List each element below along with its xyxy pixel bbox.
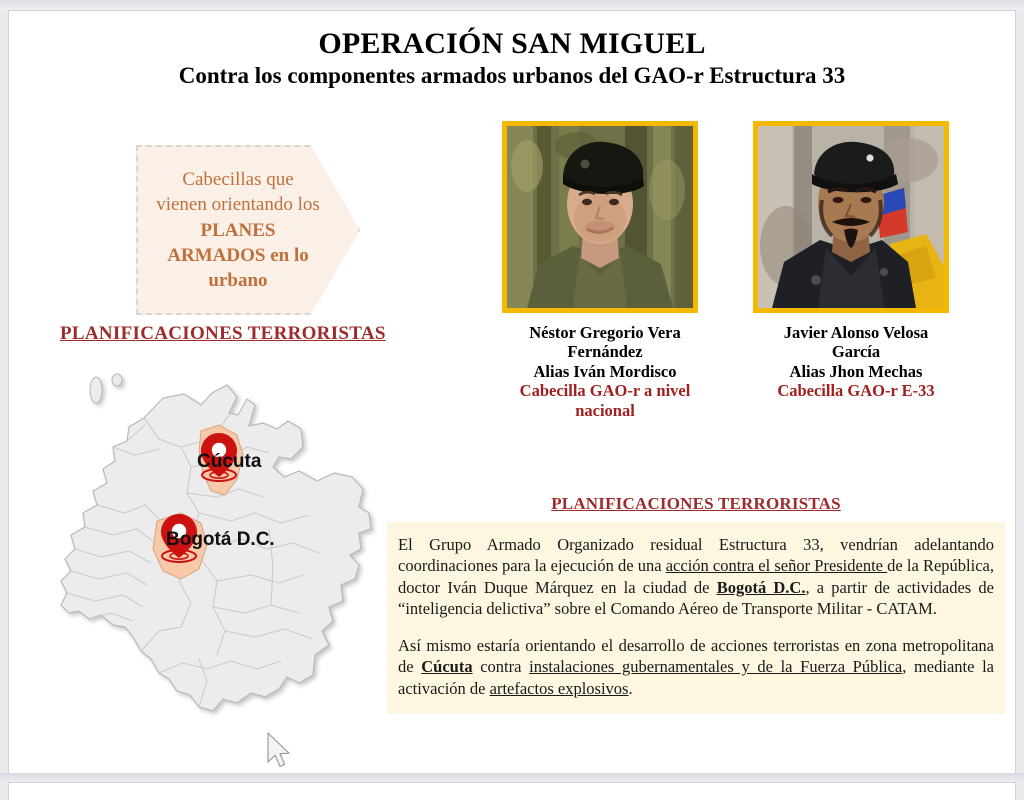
cabecillas-callout bbox=[136, 145, 360, 315]
colombia-map bbox=[41, 363, 386, 745]
slide-separator bbox=[0, 773, 1024, 783]
p2-t3: , mediante la activación de bbox=[398, 657, 995, 698]
page-title: OPERACIÓN SAN MIGUEL bbox=[318, 27, 706, 60]
p2-underline-2: artefactos explosivos bbox=[489, 678, 629, 698]
viewer-top-band bbox=[0, 0, 1024, 11]
profile-2-role: Cabecilla GAO-r E-33 bbox=[777, 381, 935, 401]
slide-next-partial[interactable] bbox=[9, 783, 1015, 800]
colombia-map-svg bbox=[41, 363, 386, 745]
profile-2-name-line1: Javier Alonso Velosa bbox=[783, 323, 929, 342]
p1-bold-bogota: Bogotá D.C. bbox=[716, 577, 806, 597]
p2-bold-cucuta: Cúcuta bbox=[421, 657, 473, 677]
p2-t2: contra bbox=[472, 657, 530, 677]
profile-1-alias: Alias Iván Mordisco bbox=[533, 361, 677, 381]
profile-card-ivan-mordisco bbox=[502, 121, 708, 420]
profile-caption-1 bbox=[502, 323, 708, 420]
profile-card-jhon-mechas bbox=[753, 121, 959, 401]
callout-line-1: Cabecillas que bbox=[182, 169, 294, 190]
p1-t2: de la República, doctor Iván Duque Márquez en la ciudad de bbox=[398, 556, 994, 597]
p1-t3: , a partir de actividades de “inteligencia delictiva” sobre el Comando Aéreo de Transporte Militar - CATAM. bbox=[398, 577, 994, 619]
profile-1-role: Cabecilla GAO-r a nivel nacional bbox=[519, 381, 691, 420]
left-section-heading: PLANIFICACIONES TERRORISTAS bbox=[60, 323, 386, 344]
profile-2-name-line2: García bbox=[831, 342, 881, 362]
map-label-bogota: Bogotá D.C. bbox=[166, 529, 275, 550]
profile-photo-2-image bbox=[758, 126, 944, 308]
slide-operacion-san-miguel[interactable] bbox=[9, 11, 1015, 773]
profile-1-name-line1: Néstor Gregorio Vera bbox=[529, 323, 681, 342]
p2-t4: . bbox=[628, 678, 633, 698]
profile-photo-1[interactable] bbox=[502, 121, 698, 313]
profile-2-alias: Alias Jhon Mechas bbox=[789, 361, 923, 381]
callout-text bbox=[144, 167, 332, 293]
profile-photo-2[interactable] bbox=[753, 121, 949, 313]
p1-t1: El Grupo Armado Organizado residual Estructura 33, vendrían adelantando coordinaciones para la ejecución de una bbox=[398, 535, 994, 576]
terrorist-planning-text-panel bbox=[387, 522, 1005, 714]
right-section-heading: PLANIFICACIONES TERRORISTAS bbox=[551, 494, 841, 513]
p2-underline-1: instalaciones gubernamentales y de la Fuerza Pública bbox=[529, 657, 903, 677]
callout-line-2: vienen orientando los bbox=[156, 194, 320, 216]
map-islands bbox=[90, 374, 122, 403]
profile-photo-1-image bbox=[507, 126, 693, 308]
callout-line-4: ARMADOS bbox=[167, 244, 266, 266]
p2-t1: Así mismo estaría orientando el desarrollo de acciones terroristas en zona metropolitana de bbox=[398, 635, 994, 677]
callout-line-6: urbano bbox=[208, 270, 268, 292]
profile-1-name-line2: Fernández bbox=[567, 342, 643, 362]
callout-line-5: en lo bbox=[270, 244, 309, 266]
profile-caption-2 bbox=[753, 323, 959, 401]
paragraph-2 bbox=[398, 635, 994, 699]
map-label-cucuta: Cúcuta bbox=[197, 451, 262, 472]
p1-underline-1: acción contra el señor Presidente bbox=[665, 556, 888, 576]
callout-line-3: PLANES bbox=[200, 219, 276, 241]
page-subtitle: Contra los componentes armados urbanos del GAO-r Estructura 33 bbox=[178, 63, 846, 88]
paragraph-1 bbox=[398, 534, 994, 620]
